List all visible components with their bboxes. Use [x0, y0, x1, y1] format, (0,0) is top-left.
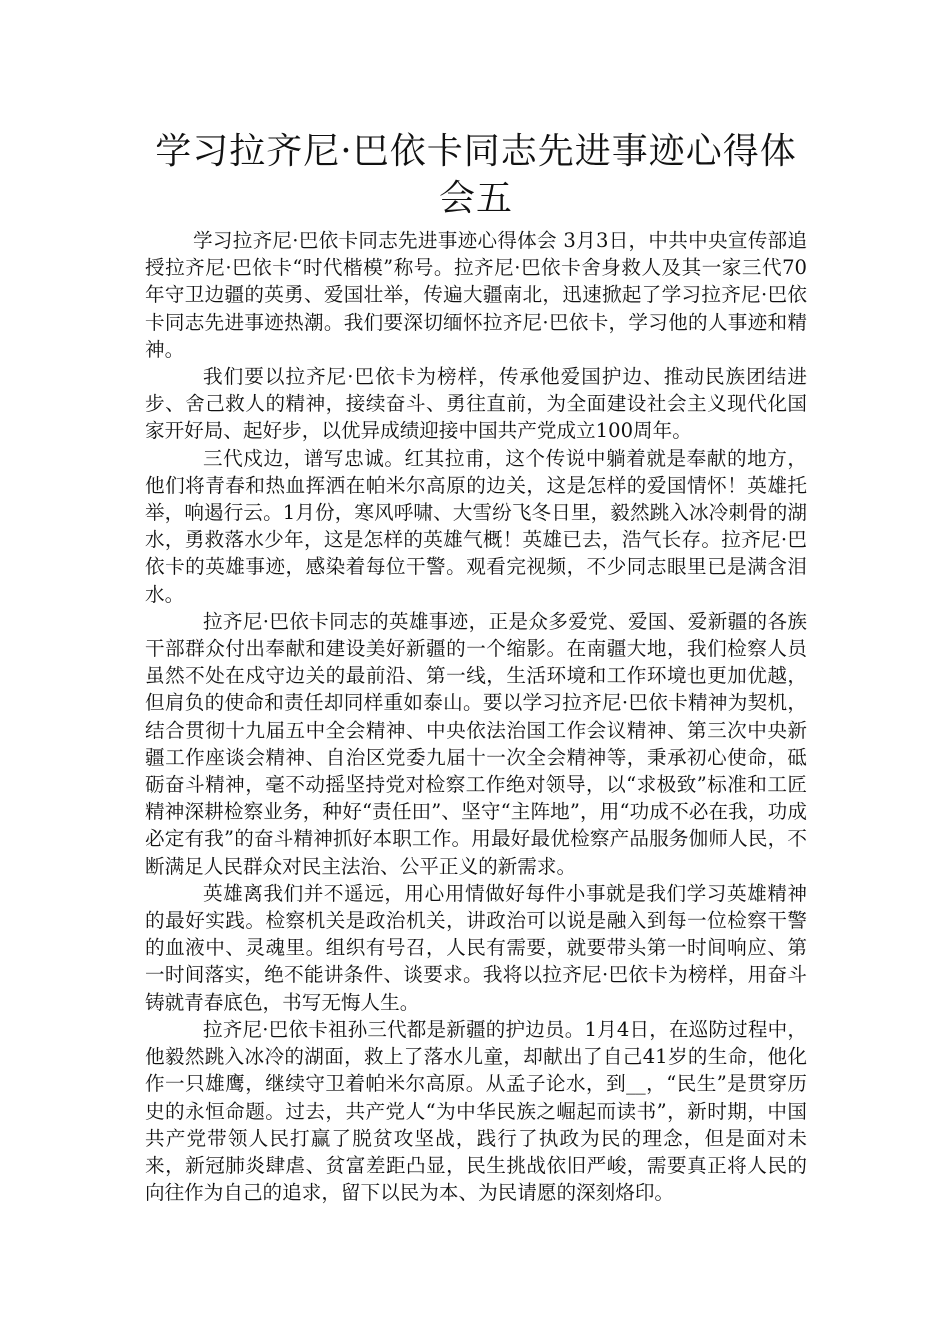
paragraph-5: 英雄离我们并不遥远，用心用情做好每件小事就是我们学习英雄精神的最好实践。检察机关是政治机关，讲政治可以说是融入到每一位检察干警的血液中、灵魂里。组织有号召，人民有需要，就要带头第一时间响应、第一时间落实，绝不能讲条件、谈要求。我将以拉齐尼·巴依卡为榜样，用奋斗铸就青春底色，书写无悔人生。	[145, 881, 807, 1014]
document-page	[145, 128, 807, 1206]
document-body	[145, 227, 807, 1206]
document-title: 学习拉齐尼·巴依卡同志先进事迹心得体会五	[155, 131, 797, 219]
paragraph-3: 三代戍边，谱写忠诚。红其拉甫，这个传说中躺着就是奉献的地方，他们将青春和热血挥洒在帕米尔高原的边关，这是怎样的爱国情怀！英雄托举，响遏行云。1月份，寒风呼啸、大雪纷飞冬日里，毅然跳入冰冷刺骨的湖水，勇救落水少年，这是怎样的英雄气概！英雄已去，浩气长存。拉齐尼·巴依卡的英雄事迹，感染着每位干警。观看完视频，不少同志眼里已是满含泪水。	[145, 446, 807, 606]
paragraph-4: 拉齐尼·巴依卡同志的英雄事迹，正是众多爱党、爱国、爱新疆的各族干部群众付出奉献和建设美好新疆的一个缩影。在南疆大地，我们检察人员虽然不处在戍守边关的最前沿、第一线，生活环境和工作环境也更加优越，但肩负的使命和责任却同样重如泰山。要以学习拉齐尼·巴依卡精神为契机，结合贯彻十九届五中全会精神、中央依法治国工作会议精神、第三次中央新疆工作座谈会精神、自治区党委九届十一次全会精神等，秉承初心使命，砥砺奋斗精神，毫不动摇坚持党对检察工作绝对领导，以“求极致”标准和工匠精神深耕检察业务，种好“责任田”、坚守“主阵地”，用“功成不必在我，功成必定有我”的奋斗精神抓好本职工作。用最好最优检察产品服务伽师人民，不断满足人民群众对民主法治、公平正义的新需求。	[145, 609, 807, 878]
paragraph-6: 拉齐尼·巴依卡祖孙三代都是新疆的护边员。1月4日，在巡防过程中，他毅然跳入冰冷的湖面，救上了落水儿童，却献出了自己41岁的生命，他化作一只雄鹰，继续守卫着帕米尔高原。从孟子论水，到__，“民生”是贯穿历史的永恒命题。过去，共产党人“为中华民族之崛起而读书”，新时期，中国共产党带领人民打赢了脱贫攻坚战，践行了执政为民的理念，但是面对未来，新冠肺炎肆虐、贫富差距凸显，民生挑战依旧严峻，需要真正将人民的向往作为自己的追求，留下以民为本、为民请愿的深刻烙印。	[145, 1017, 807, 1205]
paragraph-2: 我们要以拉齐尼·巴依卡为榜样，传承他爱国护边、推动民族团结进步、舍己救人的精神，接续奋斗、勇往直前，为全面建设社会主义现代化国家开好局、起好步，以优异成绩迎接中国共产党成立100周年。	[145, 365, 807, 443]
paragraph-1: 学习拉齐尼·巴依卡同志先进事迹心得体会 3月3日，中共中央宣传部追授拉齐尼·巴依卡“时代楷模”称号。拉齐尼·巴依卡舍身救人及其一家三代70年守卫边疆的英勇、爱国壮举，传遍大疆南北，迅速掀起了学习拉齐尼·巴依卡同志先进事迹热潮。我们要深切缅怀拉齐尼·巴依卡，学习他的人事迹和精神。	[145, 229, 807, 361]
